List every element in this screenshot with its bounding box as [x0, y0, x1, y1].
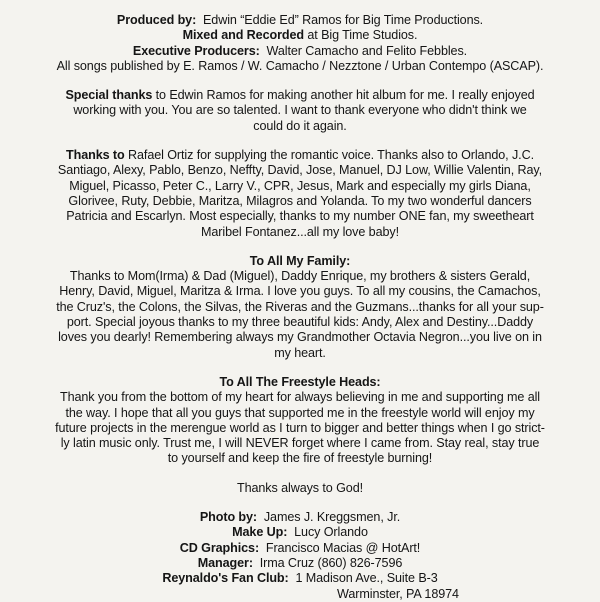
- photo-label: Photo by:: [199, 510, 258, 525]
- executive-producers-line: [8, 44, 592, 59]
- family-text: the Cruz's, the Colons, the Silvas, the Riveras and the Guzmans...thanks for all your sup-: [56, 299, 544, 314]
- thanks-to-text-5: Patricia and Escarlyn. Most especially, thanks to my number ONE fan, my sweetheart: [66, 209, 534, 224]
- thanks-to-text-6: Maribel Fontanez...all my love baby!: [201, 224, 399, 239]
- mixed-recorded-value: at Big Time Studios.: [307, 28, 418, 43]
- manager-credit: [8, 556, 592, 571]
- family-section: [8, 254, 592, 361]
- makeup-credit: [8, 525, 592, 540]
- produced-by-value: Edwin “Eddie Ed” Ramos for Big Time Productions.: [203, 13, 484, 27]
- makeup-label: Make Up:: [232, 525, 288, 540]
- production-credits: [8, 13, 592, 74]
- special-thanks-text-1: to Edwin Ramos for making another hit album for me. I really enjoyed: [155, 88, 535, 103]
- executive-producers-value: Walter Camacho and Felito Febbles.: [266, 43, 468, 58]
- family-text: Henry, David, Miguel, Maritza & Irma. I love you guys. To all my cousins, the Camachos,: [59, 284, 541, 299]
- fan-club-credit: [8, 571, 592, 586]
- family-text: my heart.: [274, 345, 326, 360]
- special-thanks-text-2: working with you. You are so talented. I want to thank everyone who didn't think we: [73, 103, 527, 118]
- mixed-recorded-label: Mixed and Recorded: [182, 28, 304, 43]
- produced-by-label: Produced by:: [116, 13, 197, 27]
- special-thanks-paragraph: [8, 88, 592, 134]
- freestyle-text: future projects in the merengue world as I turn to bigger and better things when I go strict-: [55, 420, 545, 435]
- freestyle-text: to yourself and keep the fire of freestyle burning!: [167, 451, 433, 466]
- mixed-recorded-line: [8, 28, 592, 43]
- makeup-value: Lucy Orlando: [294, 525, 368, 540]
- god-thanks: [8, 481, 592, 496]
- thanks-to-text-4: Glorivee, Ruty, Debbie, Maritza, Milagros and Yolanda. To my two wonderful dancers: [68, 193, 532, 208]
- photo-value: James J. Kreggsmen, Jr.: [263, 510, 401, 525]
- family-text: loves you dearly! Remembering always my Grandmother Octavia Negron...you live on in: [58, 330, 542, 345]
- family-text: port. Special joyous thanks to my three beautiful kids: Andy, Alex and Destiny...Daddy: [66, 315, 534, 330]
- freestyle-text: ly latin music only. Trust me, I will NEVER forget where I came from. Stay real, stay true: [60, 436, 540, 451]
- photo-credit: [8, 510, 592, 525]
- god-thanks-text: Thanks always to God!: [237, 480, 363, 495]
- thanks-to-text-2: Santiago, Alexy, Pablo, Benzo, Neffty, David, Jose, Manuel, DJ Low, Willie Valentin, Ray,: [57, 163, 543, 178]
- personnel-credits: [8, 510, 592, 602]
- thanks-to-label: Thanks to: [66, 148, 125, 163]
- special-thanks-label: Special thanks: [65, 88, 153, 103]
- graphics-credit: [8, 541, 592, 556]
- fan-club-city: Warminster, PA 18974: [337, 586, 459, 601]
- manager-label: Manager:: [197, 555, 253, 570]
- thanks-to-text-1: Rafael Ortiz for supplying the romantic voice. Thanks also to Orlando, J.C.: [128, 148, 534, 163]
- family-heading: To All My Family:: [249, 253, 351, 268]
- graphics-label: CD Graphics:: [179, 540, 260, 555]
- fan-club-address: 1 Madison Ave., Suite B-3: [295, 571, 438, 586]
- special-thanks-text-3: could do it again.: [253, 118, 347, 133]
- publishing-line: All songs published by E. Ramos / W. Camacho / Nezztone / Urban Contempo (ASCAP).: [56, 58, 544, 73]
- manager-value: Irma Cruz (860) 826-7596: [259, 555, 403, 570]
- freestyle-section: [8, 375, 592, 467]
- thanks-to-text-3: Miguel, Picasso, Peter C., Larry V., CPR, Jesus, Mark and especially my girls Diana,: [69, 178, 531, 193]
- fan-club-label: Reynaldo's Fan Club:: [162, 571, 289, 586]
- family-text: Thanks to Mom(Irma) & Dad (Miguel), Daddy Enrique, my brothers & sisters Gerald,: [69, 269, 531, 284]
- freestyle-heading: To All The Freestyle Heads:: [219, 374, 381, 389]
- thanks-to-paragraph: [8, 148, 592, 240]
- produced-by-line: [8, 13, 592, 28]
- graphics-value: Francisco Macias @ HotArt!: [265, 540, 421, 555]
- freestyle-text: the way. I hope that all you guys that supported me in the freestyle world will enjoy my: [65, 405, 535, 420]
- executive-producers-label: Executive Producers:: [132, 43, 260, 58]
- freestyle-text: Thank you from the bottom of my heart for always believing in me and supporting me all: [60, 390, 540, 405]
